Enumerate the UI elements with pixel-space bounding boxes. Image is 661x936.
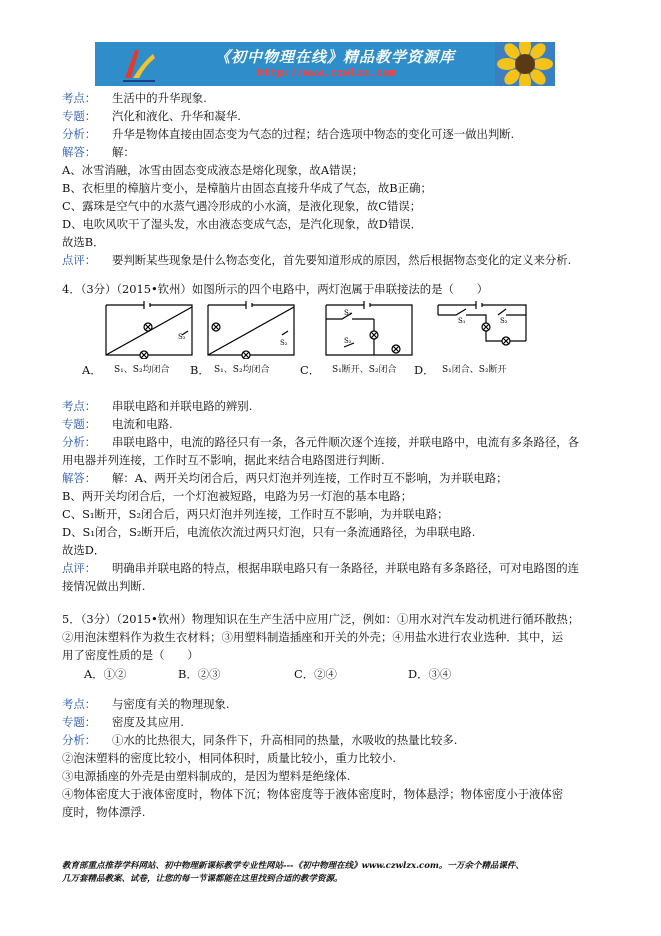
q4-jieda <box>62 469 508 487</box>
banner-url[interactable]: http://www.czwlzx.com <box>257 66 397 79</box>
q4-dianping-2: 接情况做出判断. <box>62 579 146 593</box>
q5-line: ④物体密度大于液体密度时，物体下沉；物体密度等于液体密度时，物体悬浮；物体密度小于液体密 <box>62 787 564 801</box>
switch-label-s2: S₂ <box>344 337 352 345</box>
switch-label-s1: S₁ <box>344 309 352 317</box>
q3-dianping-text: 要判断某些现象是什么物态变化，首先要知道形成的原因，然后根据物态变化的定义来分析. <box>112 253 572 267</box>
sunflower-icon <box>495 42 555 86</box>
q5-zhuanti-text: 密度及其应用. <box>112 715 184 729</box>
q3-fenxi <box>62 125 514 143</box>
q4-caption-b: S₁、S₂均闭合 <box>214 365 270 375</box>
q4-caption-c: S₁断开、S₂闭合 <box>332 365 397 375</box>
q4-stem: 4．（3分）（2015•钦州）如图所示的四个电路中，两灯泡属于串联接法的是（ ） <box>62 282 489 296</box>
q4-line: B、两开关均闭合后，一个灯泡被短路，电路为另一灯泡的基本电路； <box>62 489 413 503</box>
q5-line: 度时，物体漂浮. <box>62 805 146 819</box>
q5-line: ②泡沫塑料的密度比较小，相同体积时，质量比较小，重力比较小. <box>62 751 396 765</box>
label-jieda: 解答： <box>62 145 97 159</box>
q4-kaodian-text: 串联电路和并联电路的辨别. <box>112 399 253 413</box>
q3-line: D、电吹风吹干了湿头发，水由液态变成气态，是汽化现象，故D错误． <box>62 217 422 231</box>
q4-line: C、S₁断开，S₂闭合后，两只灯泡并列连接，工作时互不影响，为并联电路； <box>62 507 449 521</box>
circuit-diagram-b <box>206 301 296 359</box>
q3-kaodian <box>62 89 207 107</box>
q5-option-b[interactable]: B．②③ <box>178 667 221 681</box>
q3-jieda <box>62 143 135 161</box>
q5-line: ③电源插座的外壳是由塑料制成的，是因为塑料是绝缘体. <box>62 769 351 783</box>
circuit-diagram-a <box>104 301 194 359</box>
q3-zhuanti <box>62 107 241 125</box>
q4-fenxi <box>62 433 579 451</box>
q5-stem-2: ②用泡沫塑料作为救生衣材料；③用塑料制造插座和开关的外壳；④用盐水进行农业选种．其中，运 <box>62 630 564 644</box>
q5-kaodian <box>62 695 230 713</box>
q5-stem-1: 5．（3分）（2015•钦州）物理知识在生产生活中应用广泛，例如：①用水对汽车发动机进行循环散热； <box>62 612 580 626</box>
q5-stem-3: 用了密度性质的是（ ） <box>62 648 199 662</box>
q5-fenxi <box>62 731 457 749</box>
circuit-diagram-c <box>324 301 414 359</box>
q3-kaodian-text: 生活中的升华现象. <box>112 91 207 105</box>
q5-option-a[interactable]: A．①② <box>84 667 127 681</box>
q3-line: B、衣柜里的樟脑片变小，是樟脑片由固态直接升华成了气态，故B正确； <box>62 181 432 195</box>
label-kaodian: 考点： <box>62 91 97 105</box>
q4-zhuanti-text: 电流和电路. <box>112 417 173 431</box>
circuit-diagram-d <box>436 301 528 359</box>
q3-zhuanti-text: 汽化和液化、升华和凝华. <box>112 109 241 123</box>
q4-zhuanti <box>62 415 173 433</box>
q3-fenxi-text: 升华是物体直接由固态变为气态的过程；结合选项中物态的变化可逐一做出判断. <box>112 127 515 141</box>
q4-option-b[interactable]: B． <box>190 363 210 377</box>
q5-fenxi-text: ①水的比热很大，同条件下，升高相同的热量，水吸收的热量比较多. <box>112 733 458 747</box>
label-fenxi: 分析： <box>62 733 97 747</box>
label-fenxi: 分析： <box>62 127 97 141</box>
q4-kaodian <box>62 397 252 415</box>
q4-line: D、S₁闭合，S₂断开后，电流依次流过两只灯泡，只有一条流通路径，为串联电路. <box>62 525 476 539</box>
q3-dianping <box>62 251 571 269</box>
q4-caption-d: S₁闭合、S₂断开 <box>442 365 507 375</box>
header-banner <box>95 42 555 86</box>
label-kaodian: 考点： <box>62 399 97 413</box>
label-zhuanti: 专题： <box>62 109 97 123</box>
q4-jieda-text: 解：A、两开关均闭合后，两只灯泡并列连接，工作时互不影响，为并联电路； <box>112 471 508 485</box>
q3-line: A、冰雪消融，冰雪由固态变成液态是熔化现象，故A错误； <box>62 163 364 177</box>
page-footer <box>62 860 524 886</box>
label-zhuanti: 专题： <box>62 417 97 431</box>
q3-line: C、露珠是空气中的水蒸气遇冷形成的小水滴，是液化现象，故C错误； <box>62 199 422 213</box>
q5-kaodian-text: 与密度有关的物理现象. <box>112 697 230 711</box>
label-jieda: 解答： <box>62 471 97 485</box>
label-dianping: 点评： <box>62 561 97 575</box>
label-fenxi: 分析： <box>62 435 97 449</box>
q5-zhuanti <box>62 713 184 731</box>
q4-dianping <box>62 559 579 577</box>
q5-option-c[interactable]: C．②④ <box>294 667 337 681</box>
switch-label-s1: S₁ <box>458 317 466 325</box>
label-kaodian: 考点： <box>62 697 97 711</box>
q4-option-a[interactable]: A． <box>82 363 102 377</box>
q4-option-c[interactable]: C． <box>300 363 321 377</box>
q4-answer: 故选D． <box>62 543 106 557</box>
switch-label-s2: S₂ <box>280 339 288 347</box>
switch-label-s2: S₂ <box>500 317 508 325</box>
footer-line-2: 几万套精品教案、试卷，让您的每一节课都能在这里找到合适的教学资源。 <box>62 874 343 884</box>
q4-fenxi-2: 用电器并列连接，工作时互不影响，据此来结合电路图进行判断. <box>62 453 385 467</box>
q5-option-d[interactable]: D．③④ <box>408 667 452 681</box>
q3-jieda-text: 解： <box>112 145 135 159</box>
banner-title: 《初中物理在线》精品教学资源库 <box>215 48 456 66</box>
q4-fenxi-text-1: 串联电路中，电流的路径只有一条，各元件顺次逐个连接，并联电路中，电流有多条路径，各 <box>112 435 580 449</box>
q4-caption-a: S₁、S₂均闭合 <box>114 365 170 375</box>
site-logo-icon <box>117 44 159 84</box>
q4-dianping-text-1: 明确串并联电路的特点，根据串联电路只有一条路径，并联电路有多条路径，可对电路图的连 <box>112 561 580 575</box>
q3-answer: 故选B． <box>62 235 105 249</box>
q4-option-d[interactable]: D． <box>414 363 435 377</box>
label-dianping: 点评： <box>62 253 97 267</box>
footer-line-1: 教育部重点推荐学科网站、初中物理新课标教学专业性网站---《初中物理在线》www.czwlzx.com。一万余个精品课件、 <box>62 861 524 871</box>
label-zhuanti: 专题： <box>62 715 97 729</box>
switch-label-s2: S₂ <box>178 333 186 341</box>
